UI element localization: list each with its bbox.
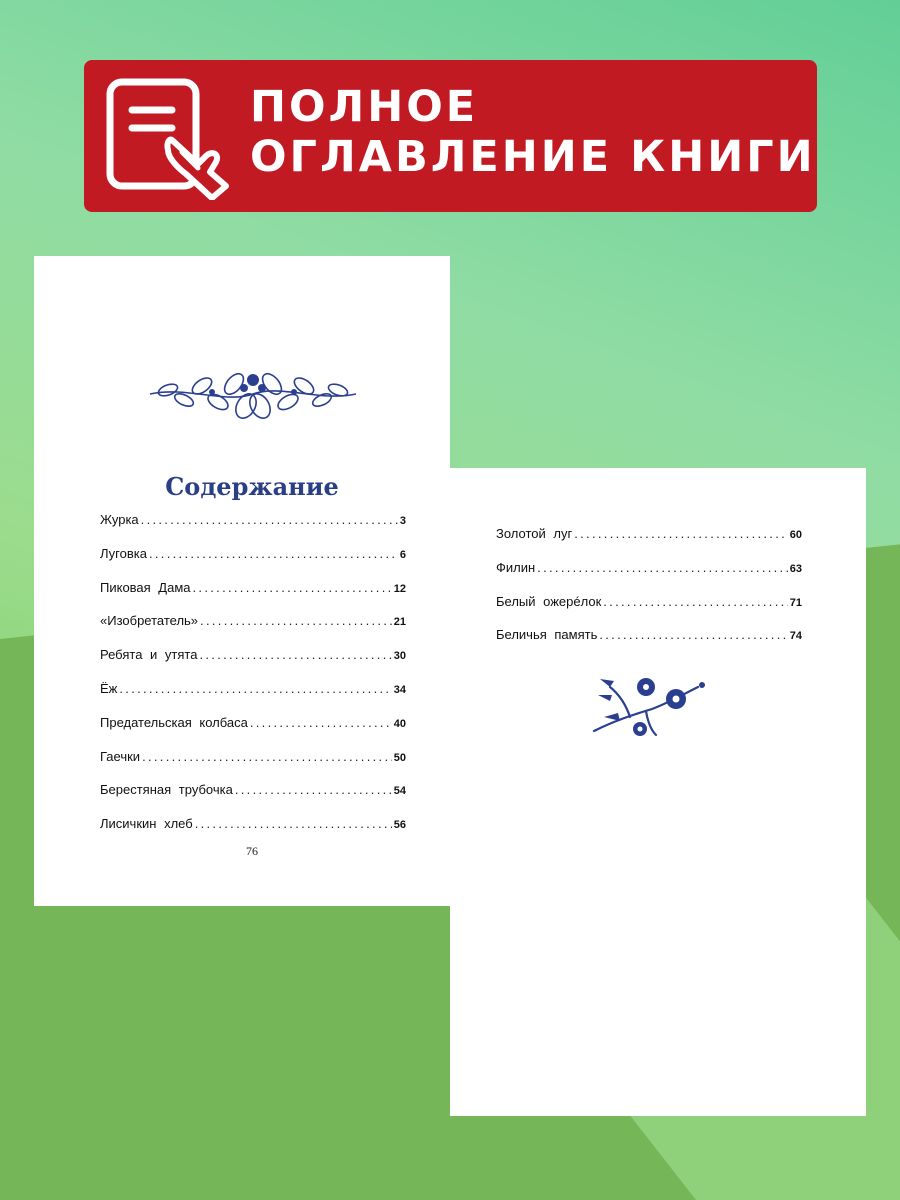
- contents-heading: Содержание: [165, 472, 339, 501]
- toc-entry: [496, 594, 802, 628]
- toc-entry: [100, 681, 406, 715]
- toc-entry-title: Белый ожерéлок: [496, 593, 602, 609]
- toc-entry-title: Ребята и утята: [100, 647, 198, 663]
- book-page-right: [450, 468, 866, 1116]
- toc-leader-dots: [599, 627, 787, 642]
- toc-entry-page: 34: [393, 683, 406, 696]
- toc-entry-title: Ёж: [100, 680, 118, 696]
- toc-leader-dots: [537, 560, 788, 575]
- toc-entry-page: 21: [393, 616, 406, 629]
- toc-leader-dots: [574, 526, 788, 541]
- banner-line-2: ОГЛАВЛЕНИЕ КНИГИ: [250, 132, 816, 182]
- toc-entry: [100, 512, 406, 546]
- toc-entry: [496, 627, 802, 661]
- toc-entry-page: 40: [393, 717, 406, 730]
- toc-entry: [100, 782, 406, 816]
- toc-leader-dots: [235, 782, 392, 797]
- toc-entry-page: 60: [789, 529, 802, 541]
- toc-list-left: [100, 512, 406, 850]
- toc-entry-title: Филин: [496, 559, 536, 575]
- toc-entry-page: 12: [393, 582, 406, 595]
- toc-leader-dots: [193, 580, 392, 595]
- cornflower-ornament-icon: [590, 673, 710, 739]
- toc-entry-title: «Изобретатель»: [100, 613, 199, 629]
- toc-leader-dots: [199, 647, 391, 662]
- toc-entry-page: 71: [789, 596, 802, 609]
- page-number: 76: [246, 844, 258, 858]
- toc-entry: [100, 613, 406, 647]
- toc-leader-dots: [119, 681, 391, 696]
- toc-entry-page: 3: [399, 515, 406, 527]
- toc-entry-title: Гаечки: [100, 748, 141, 764]
- toc-leader-dots: [250, 715, 392, 730]
- toc-leader-dots: [195, 816, 392, 831]
- toc-entry-page: 63: [789, 562, 802, 575]
- toc-entry-title: Золотой луг: [496, 526, 573, 541]
- toc-entry-title: Лисичкин хлеб: [100, 816, 193, 832]
- document-hand-icon: [102, 76, 232, 200]
- banner-line-1: ПОЛНОЕ: [250, 82, 479, 132]
- toc-entry: [100, 647, 406, 681]
- toc-entry: [496, 526, 802, 560]
- toc-entry-page: 56: [393, 819, 406, 832]
- toc-leader-dots: [200, 613, 392, 628]
- toc-entry-title: Журка: [100, 512, 139, 527]
- title-banner: [84, 60, 817, 212]
- toc-entry-page: 6: [399, 548, 406, 561]
- toc-entry-page: 74: [789, 630, 802, 643]
- toc-leader-dots: [142, 749, 392, 764]
- toc-entry-title: Предательская колбаса: [100, 714, 248, 730]
- toc-entry: [100, 546, 406, 580]
- toc-entry-page: 50: [393, 751, 406, 764]
- toc-leader-dots: [149, 546, 398, 561]
- toc-entry: [100, 749, 406, 783]
- book-page-left: [34, 256, 450, 906]
- toc-entry-page: 54: [393, 785, 406, 798]
- toc-entry-title: Луговка: [100, 545, 147, 561]
- toc-entry: [100, 715, 406, 749]
- toc-entry: [496, 560, 802, 594]
- toc-entry-title: Беличья память: [496, 627, 598, 643]
- toc-entry-title: Берестяная трубочка: [100, 782, 233, 798]
- toc-entry-title: Пиковая Дама: [100, 579, 191, 595]
- oak-leaf-ornament-icon: [146, 364, 360, 424]
- toc-leader-dots: [603, 594, 787, 609]
- toc-leader-dots: [141, 512, 398, 527]
- toc-entry-page: 30: [393, 650, 406, 663]
- toc-entry: [100, 580, 406, 614]
- toc-list-right: [496, 526, 802, 661]
